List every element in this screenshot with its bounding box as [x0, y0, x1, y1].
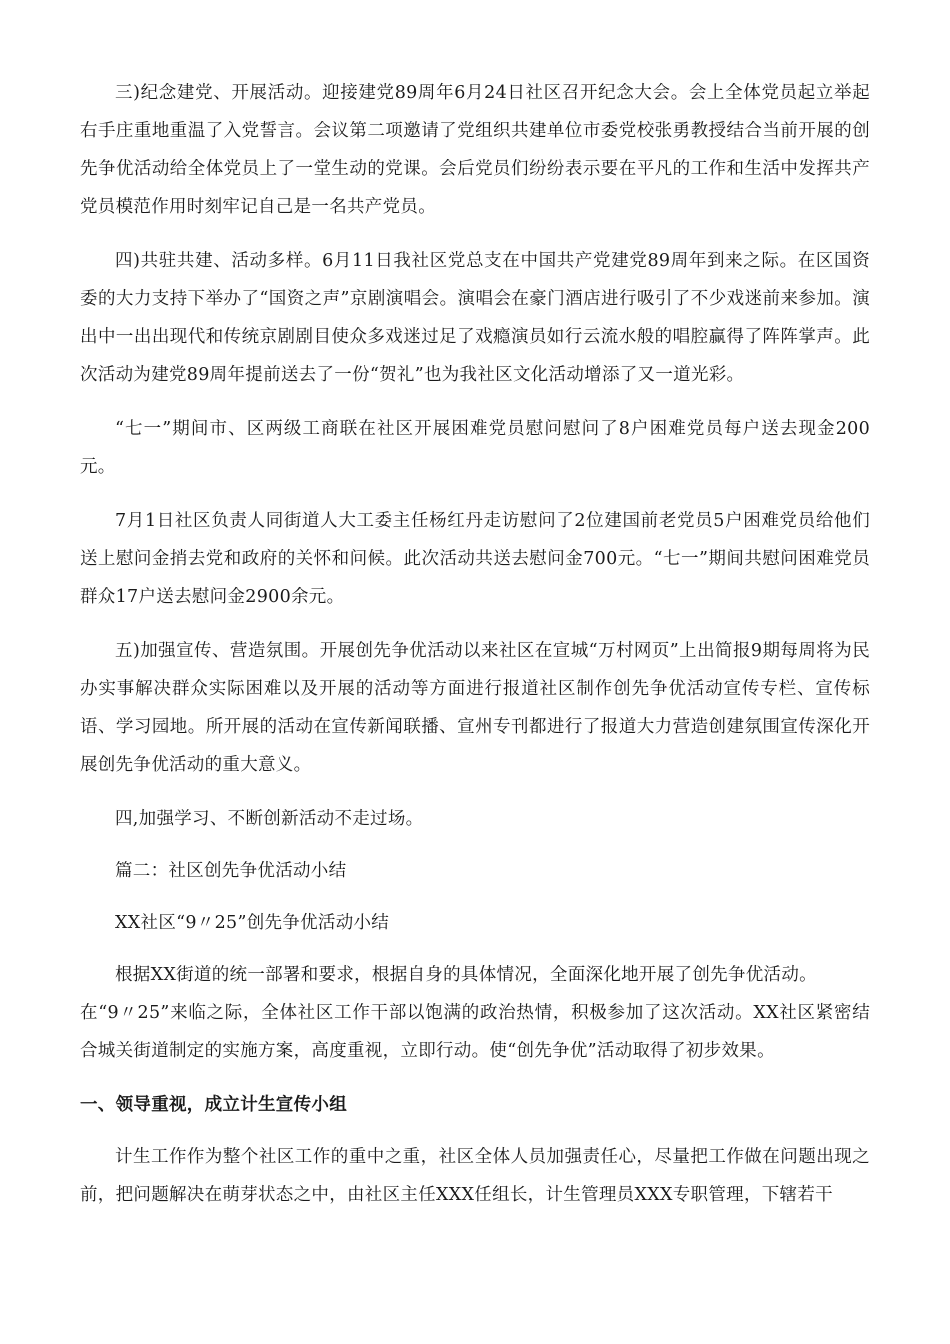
- paragraph-study-innovation: 四,加强学习、不断创新活动不走过场。: [115, 809, 424, 829]
- section-heading-leadership: 一、领导重视，成立计生宣传小组: [80, 1095, 347, 1115]
- paragraph-deployment: 根据XX街道的统一部署和要求，根据自身的具体情况，全面深化地开展了创先争优活动。: [115, 965, 817, 985]
- paragraph-deployment-continued: 在“9〃25”来临之际，全体社区工作干部以饱满的政治热情，积极参加了这次活动。XX社区紧密结合城关街道制定的实施方案，高度重视，立即行动。使“创先争优”活动取得了初步效果。: [80, 1003, 870, 1061]
- document-page: [80, 74, 870, 1230]
- paragraph-condolence-visit: 7月1日社区负责人同街道人大工委主任杨红丹走访慰问了2位建国前老党员5户困难党员给他们送上慰问金捎去党和政府的关怀和问候。此次活动共送去慰问金700元。“七一”期间共慰问困难党员群众17户送去慰问金2900余元。: [80, 511, 870, 607]
- paragraph-part-two-title: 篇二：社区创先争优活动小结: [115, 861, 347, 881]
- paragraph-commemoration: 三)纪念建党、开展活动。迎接建党89周年6月24日社区召开纪念大会。会上全体党员起立举起右手庄重地重温了入党誓言。会议第二项邀请了党组织共建单位市委党校张勇教授结合当前开展的创先争优活动给全体党员上了一堂生动的党课。会后党员们纷纷表示要在平凡的工作和生活中发挥共产党员模范作用时刻牢记自己是一名共产党员。: [80, 83, 870, 217]
- paragraph-july-first-visit: “七一”期间市、区两级工商联在社区开展困难党员慰问慰问了8户困难党员每户送去现金200元。: [80, 419, 870, 477]
- paragraph-publicity: 五)加强宣传、营造氛围。开展创先争优活动以来社区在宣城“万村网页”上出简报9期每周将为民办实事解决群众实际困难以及开展的活动等方面进行报道社区制作创先争优活动宣传专栏、宣传标语、学习园地。所开展的活动在宣传新闻联播、宣州专刊都进行了报道大力营造创建氛围宣传深化开展创先争优活动的重大意义。: [80, 641, 870, 775]
- paragraph-joint-construction: 四)共驻共建、活动多样。6月11日我社区党总支在中国共产党建党89周年到来之际。在区国资委的大力支持下举办了“国资之声”京剧演唱会。演唱会在豪门酒店进行吸引了不少戏迷前来参加。演出中一出出现代和传统京剧剧目使众多戏迷过足了戏瘾演员如行云流水般的唱腔赢得了阵阵掌声。此次活动为建党89周年提前送去了一份“贺礼”也为我社区文化活动增添了又一道光彩。: [80, 251, 870, 385]
- paragraph-summary-title: XX社区“9〃25”创先争优活动小结: [115, 913, 390, 933]
- paragraph-family-planning: 计生工作作为整个社区工作的重中之重，社区全体人员加强责任心，尽量把工作做在问题出现之前，把问题解决在萌芽状态之中，由社区主任XXX任组长，计生管理员XXX专职管理，下辖若干: [80, 1147, 870, 1205]
